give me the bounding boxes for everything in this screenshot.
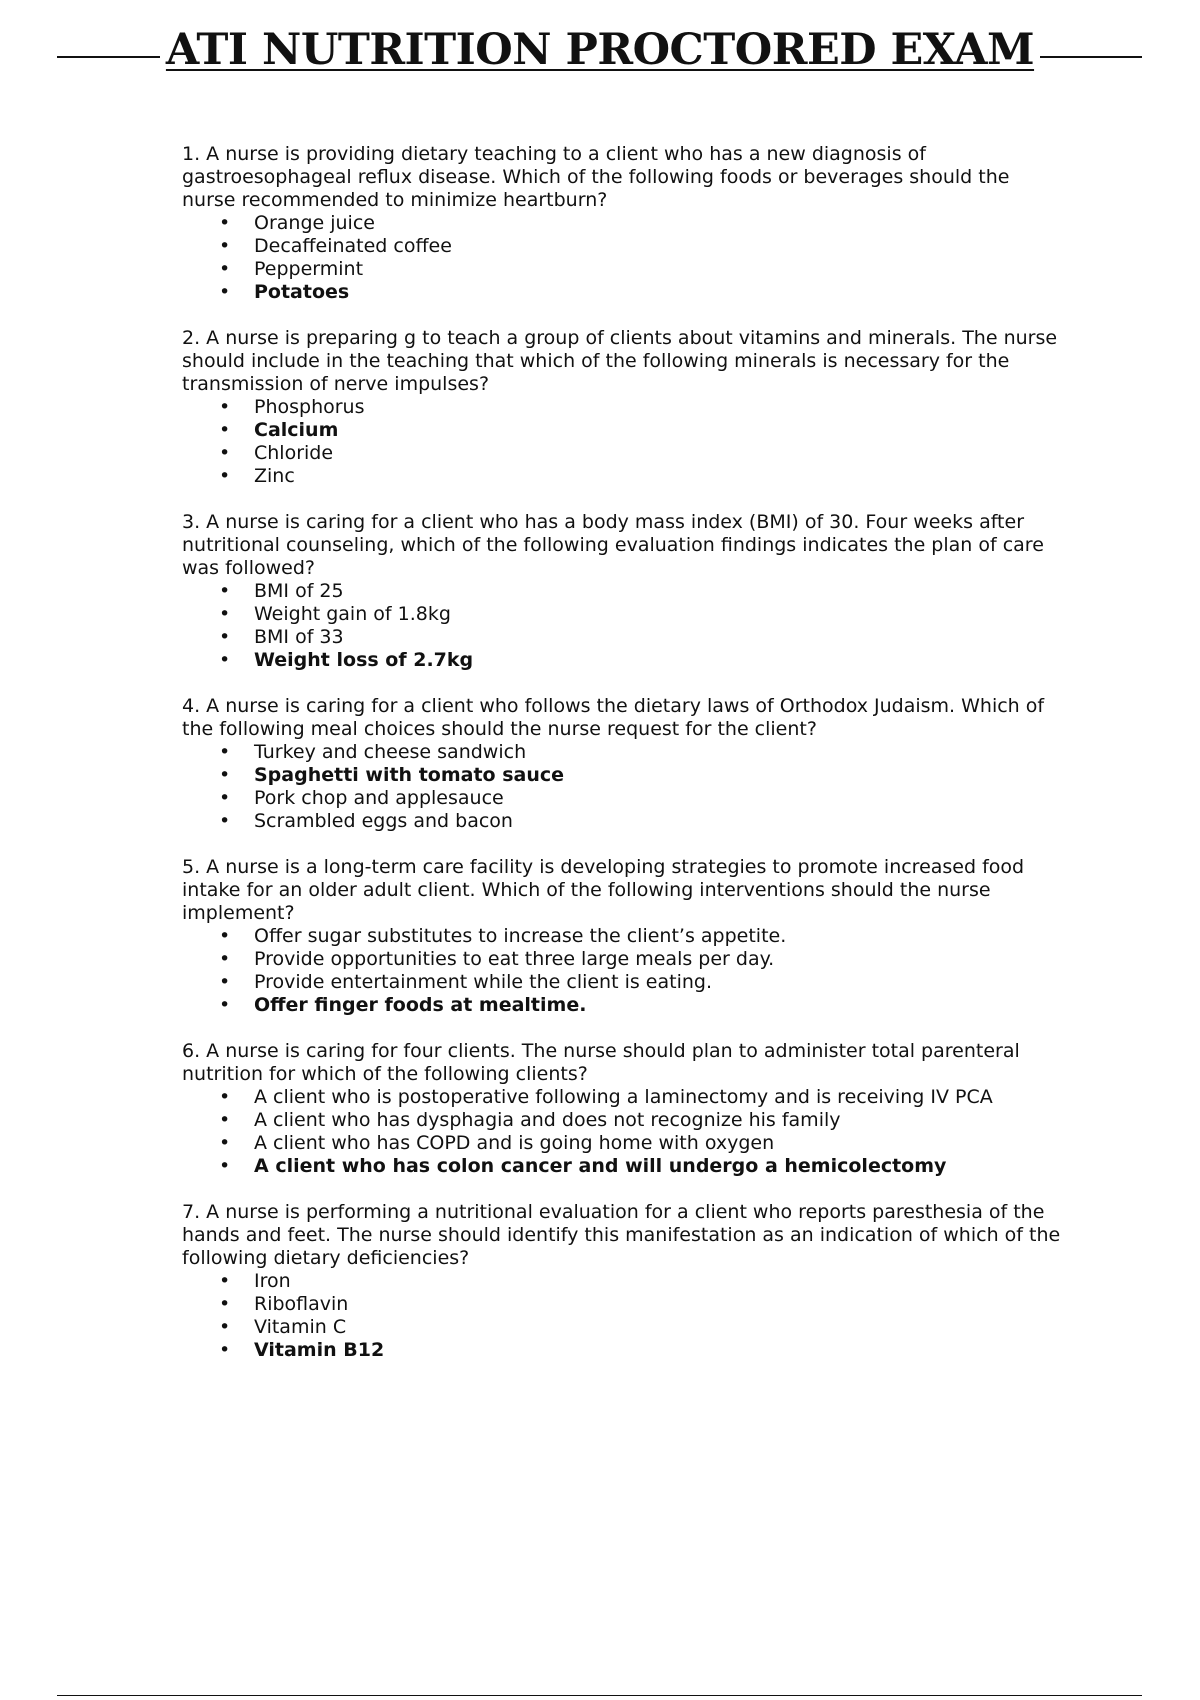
answer-options (182, 741, 1062, 833)
answer-option (182, 1270, 1062, 1293)
answer-option-correct (182, 281, 1062, 304)
answer-option-correct (182, 419, 1062, 442)
answer-option (182, 948, 1062, 971)
option-text: Spaghetti with tomato sauce (254, 764, 565, 786)
answer-option (182, 1293, 1062, 1316)
option-text: Provide opportunities to eat three large meals per day. (254, 948, 775, 970)
bullet-icon: • (219, 442, 231, 464)
option-text: Vitamin C (254, 1316, 347, 1338)
answer-option-correct (182, 994, 1062, 1017)
option-text: BMI of 25 (254, 580, 344, 602)
answer-option (182, 580, 1062, 603)
question-4 (182, 695, 1062, 833)
footer-rule (57, 1695, 1142, 1696)
bullet-icon: • (219, 603, 231, 625)
answer-option-correct (182, 1155, 1062, 1178)
answer-option-correct (182, 764, 1062, 787)
answer-option (182, 1086, 1062, 1109)
bullet-icon: • (219, 1270, 231, 1292)
question-text: 1. A nurse is providing dietary teaching to a client who has a new diagnosis of gastroesophageal reflux disease. Which of the following foods or beverages should the nurse recommended to minimize heartburn? (182, 143, 1010, 211)
bullet-icon: • (219, 810, 231, 832)
option-text: Turkey and cheese sandwich (254, 741, 527, 763)
answer-option (182, 258, 1062, 281)
option-text: Iron (254, 1270, 291, 1292)
option-text: Provide entertainment while the client is eating. (254, 971, 713, 993)
option-text: A client who has COPD and is going home with oxygen (254, 1132, 775, 1154)
bullet-icon: • (219, 1109, 231, 1131)
answer-option (182, 810, 1062, 833)
option-text: Decaffeinated coffee (254, 235, 452, 257)
answer-option (182, 925, 1062, 948)
option-text: A client who has colon cancer and will undergo a hemicolectomy (254, 1155, 947, 1177)
question-text: 7. A nurse is performing a nutritional evaluation for a client who reports paresthesia of the hands and feet. The nurse should identify this manifestation as an indication of which of the following dietary deficiencies? (182, 1201, 1061, 1269)
answer-option (182, 1109, 1062, 1132)
option-text: Weight loss of 2.7kg (254, 649, 474, 671)
answer-options (182, 925, 1062, 1017)
bullet-icon: • (219, 925, 231, 947)
question-text: 4. A nurse is caring for a client who follows the dietary laws of Orthodox Judaism. Which of the following meal choices should the nurse request for the client? (182, 695, 1045, 740)
answer-options (182, 580, 1062, 672)
option-text: Calcium (254, 419, 339, 441)
option-text: Scrambled eggs and bacon (254, 810, 513, 832)
option-text: Zinc (254, 465, 295, 487)
answer-option (182, 787, 1062, 810)
bullet-icon: • (219, 396, 231, 418)
option-text: A client who has dysphagia and does not recognize his family (254, 1109, 841, 1131)
document-title-text: ATI NUTRITION PROCTORED EXAM (160, 25, 1040, 75)
answer-option-correct (182, 649, 1062, 672)
option-text: Orange juice (254, 212, 375, 234)
answer-options (182, 1086, 1062, 1178)
option-text: Offer sugar substitutes to increase the client’s appetite. (254, 925, 787, 947)
option-text: Weight gain of 1.8kg (254, 603, 451, 625)
answer-option (182, 212, 1062, 235)
answer-option (182, 1316, 1062, 1339)
bullet-icon: • (219, 741, 231, 763)
bullet-icon: • (219, 787, 231, 809)
question-text: 6. A nurse is caring for four clients. The nurse should plan to administer total parenteral nutrition for which of the following clients? (182, 1040, 1020, 1085)
answer-option (182, 465, 1062, 488)
question-2 (182, 327, 1062, 488)
bullet-icon: • (219, 1086, 231, 1108)
answer-option (182, 971, 1062, 994)
bullet-icon: • (219, 649, 231, 671)
bullet-icon: • (219, 419, 231, 441)
bullet-icon: • (219, 1339, 231, 1361)
question-6 (182, 1040, 1062, 1178)
answer-option (182, 741, 1062, 764)
bullet-icon: • (219, 465, 231, 487)
option-text: Peppermint (254, 258, 364, 280)
option-text: Potatoes (254, 281, 350, 303)
answer-options (182, 1270, 1062, 1362)
answer-option (182, 235, 1062, 258)
answer-option (182, 1132, 1062, 1155)
option-text: Phosphorus (254, 396, 365, 418)
question-text: 5. A nurse is a long-term care facility is developing strategies to promote increased food intake for an older adult client. Which of the following interventions should the nurse implement? (182, 856, 1025, 924)
question-list (182, 143, 1062, 1385)
option-text: A client who is postoperative following a laminectomy and is receiving IV PCA (254, 1086, 993, 1108)
answer-option (182, 442, 1062, 465)
bullet-icon: • (219, 258, 231, 280)
document-title (0, 24, 1200, 76)
bullet-icon: • (219, 212, 231, 234)
bullet-icon: • (219, 1293, 231, 1315)
bullet-icon: • (219, 235, 231, 257)
answer-option (182, 603, 1062, 626)
question-text: 3. A nurse is caring for a client who has a body mass index (BMI) of 30. Four weeks after nutritional counseling, which of the following evaluation findings indicates the plan of care was followed? (182, 511, 1044, 579)
option-text: Pork chop and applesauce (254, 787, 504, 809)
answer-options (182, 212, 1062, 304)
question-text: 2. A nurse is preparing g to teach a group of clients about vitamins and minerals. The nurse should include in the teaching that which of the following minerals is necessary for the transmission of nerve impulses? (182, 327, 1058, 395)
option-text: Offer finger foods at mealtime. (254, 994, 587, 1016)
answer-options (182, 396, 1062, 488)
bullet-icon: • (219, 1132, 231, 1154)
question-3 (182, 511, 1062, 672)
question-1 (182, 143, 1062, 304)
answer-option (182, 626, 1062, 649)
bullet-icon: • (219, 580, 231, 602)
bullet-icon: • (219, 971, 231, 993)
bullet-icon: • (219, 281, 231, 303)
option-text: Riboflavin (254, 1293, 349, 1315)
question-5 (182, 856, 1062, 1017)
option-text: Vitamin B12 (254, 1339, 385, 1361)
bullet-icon: • (219, 1155, 231, 1177)
answer-option (182, 396, 1062, 419)
option-text: Chloride (254, 442, 334, 464)
option-text: BMI of 33 (254, 626, 344, 648)
bullet-icon: • (219, 764, 231, 786)
answer-option-correct (182, 1339, 1062, 1362)
question-7 (182, 1201, 1062, 1362)
bullet-icon: • (219, 994, 231, 1016)
bullet-icon: • (219, 626, 231, 648)
bullet-icon: • (219, 948, 231, 970)
bullet-icon: • (219, 1316, 231, 1338)
